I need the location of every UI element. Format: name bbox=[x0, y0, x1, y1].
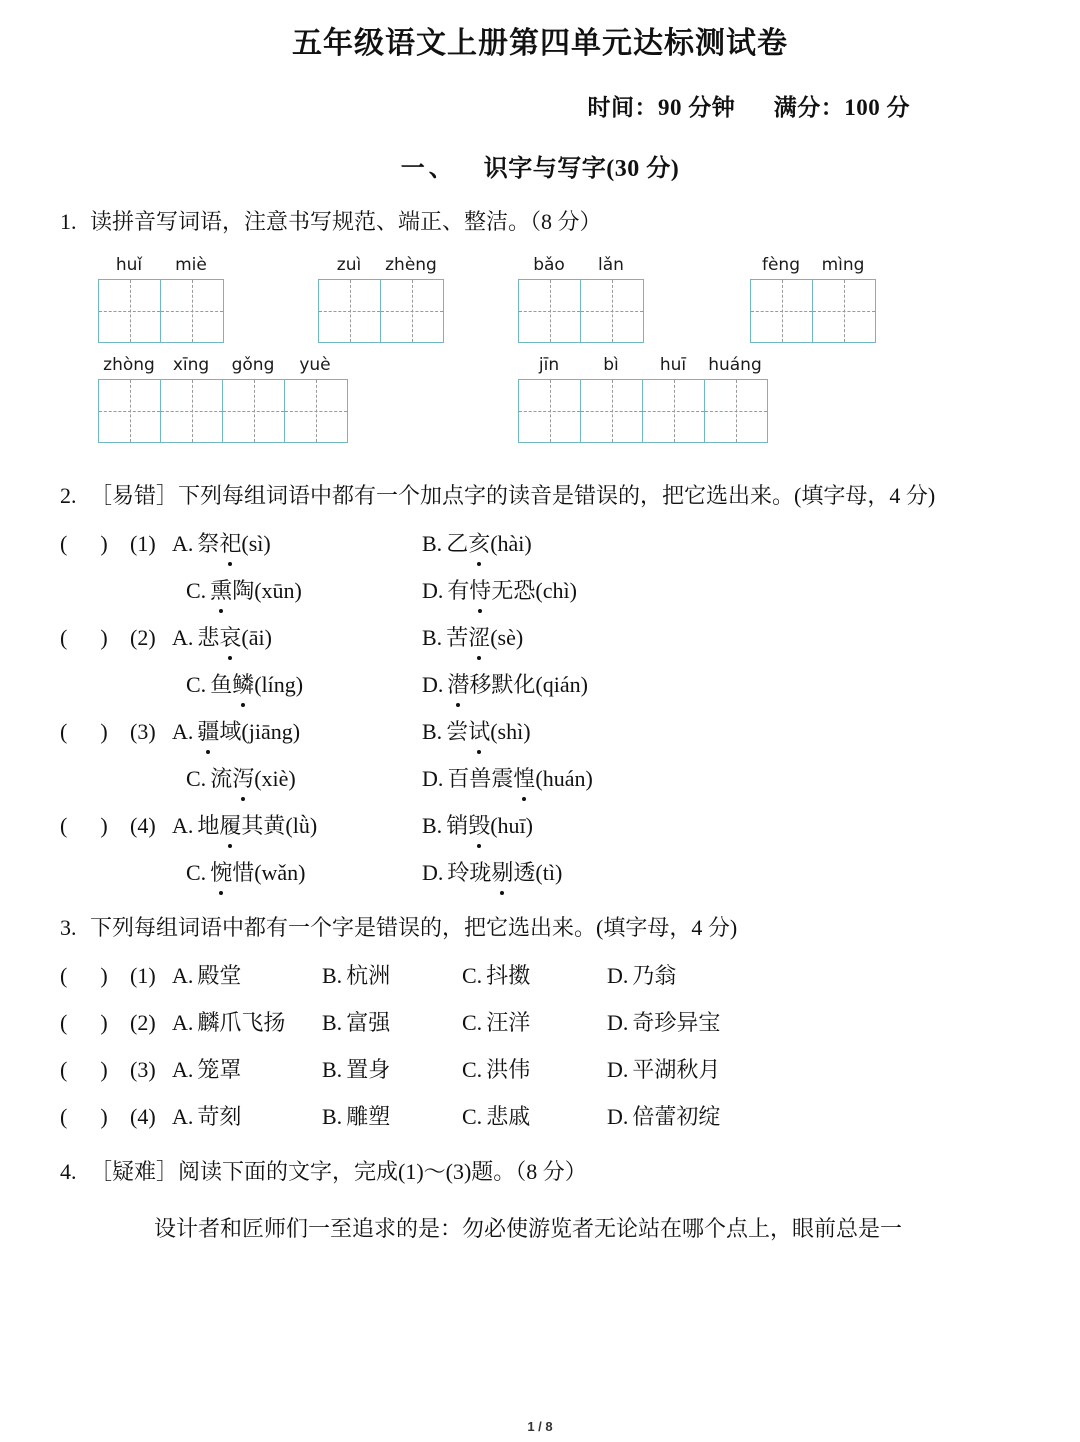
dotted-character: 试 bbox=[468, 715, 490, 748]
tianzige-grid[interactable] bbox=[98, 279, 224, 343]
pinyin-syllable: zuì bbox=[336, 255, 362, 276]
question-2-head bbox=[60, 479, 1020, 513]
option-letter: C. bbox=[186, 860, 207, 886]
tianzige-grid[interactable] bbox=[518, 279, 644, 343]
tianzige-cell[interactable] bbox=[223, 380, 285, 442]
pinyin-syllable: huī bbox=[659, 355, 687, 376]
pinyin-syllable: xīng bbox=[172, 355, 210, 376]
option-word: 倍蕾初绽 bbox=[632, 1104, 721, 1130]
option-text-post: (líng) bbox=[254, 672, 304, 698]
tianzige-cell[interactable] bbox=[161, 380, 223, 442]
option-letter: D. bbox=[607, 963, 629, 989]
tianzige-grid[interactable] bbox=[318, 279, 444, 343]
option-a[interactable] bbox=[172, 959, 322, 992]
option-d[interactable] bbox=[422, 574, 577, 607]
option-word: 汪洋 bbox=[486, 1010, 531, 1036]
option-word: 奇珍异宝 bbox=[632, 1010, 721, 1036]
option-letter: C. bbox=[462, 1057, 483, 1083]
option-word: 置身 bbox=[346, 1057, 391, 1083]
pinyin-grid-row-2 bbox=[90, 357, 1020, 457]
option-text-post: (hài) bbox=[490, 531, 532, 557]
dotted-character: 亥 bbox=[468, 527, 490, 560]
item-index: (2) bbox=[130, 625, 156, 651]
option-a[interactable] bbox=[172, 809, 422, 842]
option-word: 雕塑 bbox=[346, 1104, 391, 1130]
option-d[interactable] bbox=[607, 1006, 720, 1039]
question-1 bbox=[60, 205, 1020, 457]
option-b[interactable] bbox=[422, 527, 532, 560]
option-letter: C. bbox=[186, 578, 207, 604]
option-word: 乃翁 bbox=[632, 963, 677, 989]
option-letter: A. bbox=[172, 1010, 194, 1036]
option-text-post: (huī) bbox=[490, 813, 533, 839]
option-text-pre: 鱼 bbox=[210, 672, 233, 698]
question-3-items bbox=[60, 959, 1020, 1133]
option-letter: D. bbox=[607, 1010, 629, 1036]
pinyin-syllable: jīn bbox=[538, 355, 560, 376]
page-title: 五年级语文上册第四单元达标测试卷 bbox=[292, 27, 788, 60]
question-2 bbox=[60, 479, 1020, 889]
option-c[interactable] bbox=[462, 959, 607, 992]
option-c[interactable] bbox=[462, 1006, 607, 1039]
question-4-passage: 设计者和匠师们一至追求的是：勿必使游览者无论站在哪个点上，眼前总是一 bbox=[154, 1216, 903, 1242]
tianzige-grid[interactable] bbox=[518, 379, 768, 443]
option-letter: B. bbox=[322, 963, 343, 989]
option-d[interactable] bbox=[607, 959, 676, 992]
mc-line bbox=[60, 959, 1020, 992]
option-word: 殿堂 bbox=[197, 963, 242, 989]
tianzige-cell[interactable] bbox=[285, 380, 347, 442]
pinyin-syllable: fèng bbox=[761, 255, 800, 276]
section-number: 一、 bbox=[400, 156, 457, 182]
option-word: 杭洲 bbox=[346, 963, 391, 989]
pinyin-word-block bbox=[518, 257, 644, 343]
mc-line bbox=[60, 715, 1020, 748]
pinyin-grid-row-1 bbox=[90, 257, 1020, 357]
option-letter: B. bbox=[322, 1010, 343, 1036]
question-2-text: ［易错］下列每组词语中都有一个加点字的读音是错误的，把它选出来。(填字母，4 分) bbox=[90, 483, 936, 509]
option-text-pre: 百兽震 bbox=[447, 766, 514, 792]
option-a[interactable] bbox=[172, 715, 422, 748]
pinyin-label-row bbox=[98, 357, 348, 376]
pinyin-word-block bbox=[98, 357, 348, 443]
option-a[interactable] bbox=[172, 1006, 322, 1039]
answer-blank[interactable]: ( ) bbox=[60, 1104, 108, 1130]
tianzige-cell[interactable] bbox=[99, 380, 161, 442]
mc-line bbox=[60, 668, 1020, 701]
option-word: 抖擞 bbox=[486, 963, 531, 989]
option-text-pre: 销 bbox=[446, 813, 469, 839]
option-text-post: 域(jiāng) bbox=[219, 719, 301, 745]
question-4-text: ［疑难］阅读下面的文字，完成(1)～(3)题。（8 分） bbox=[90, 1159, 587, 1185]
mc-line bbox=[60, 1006, 1020, 1039]
option-b[interactable] bbox=[422, 809, 533, 842]
option-text-pre: 地 bbox=[197, 813, 220, 839]
section-heading bbox=[60, 148, 1020, 183]
option-text-post: 移默化(qián) bbox=[469, 672, 588, 698]
option-d[interactable] bbox=[607, 1053, 720, 1086]
question-3-number: 3. bbox=[60, 915, 77, 941]
question-3 bbox=[60, 911, 1020, 1133]
question-1-head bbox=[60, 205, 1020, 239]
dotted-character: 潜 bbox=[447, 668, 469, 701]
option-d[interactable] bbox=[422, 762, 593, 795]
option-text-pre: 玲珑 bbox=[447, 860, 492, 886]
dotted-character: 疆 bbox=[197, 715, 219, 748]
question-4-head bbox=[60, 1155, 1020, 1189]
question-4 bbox=[60, 1155, 1020, 1189]
option-text-pre: 悲 bbox=[197, 625, 220, 651]
option-text-post: (shì) bbox=[490, 719, 531, 745]
pinyin-word-block bbox=[98, 257, 224, 343]
option-word: 洪伟 bbox=[486, 1057, 531, 1083]
pinyin-syllable: huáng bbox=[708, 355, 762, 376]
question-1-grids bbox=[90, 257, 1020, 457]
mc-line bbox=[60, 1100, 1020, 1133]
option-c[interactable] bbox=[172, 856, 422, 889]
option-letter: D. bbox=[422, 766, 444, 792]
option-text-post: (sè) bbox=[490, 625, 524, 651]
option-text-post: 无恐(chì) bbox=[491, 578, 577, 604]
pinyin-syllable: mìng bbox=[821, 255, 865, 276]
option-letter: B. bbox=[322, 1057, 343, 1083]
page-footer: 1 / 8 bbox=[527, 1419, 553, 1434]
tianzige-cell[interactable] bbox=[319, 280, 381, 342]
option-word: 平湖秋月 bbox=[632, 1057, 721, 1083]
pinyin-label-row bbox=[318, 257, 444, 276]
option-letter: B. bbox=[322, 1104, 343, 1130]
dotted-character: 惋 bbox=[210, 856, 232, 889]
option-letter: D. bbox=[607, 1057, 629, 1083]
answer-blank[interactable]: ( ) bbox=[60, 531, 108, 557]
pinyin-word-block bbox=[318, 257, 444, 343]
option-letter: A. bbox=[172, 531, 194, 557]
option-text-pre: 祭 bbox=[197, 531, 220, 557]
dotted-character: 鳞 bbox=[232, 668, 254, 701]
option-b[interactable] bbox=[422, 621, 523, 654]
option-c[interactable] bbox=[462, 1100, 607, 1133]
option-letter: A. bbox=[172, 1104, 194, 1130]
question-3-head bbox=[60, 911, 1020, 945]
dotted-character: 哀 bbox=[219, 621, 241, 654]
option-text-post: (xiè) bbox=[254, 766, 296, 792]
dotted-character: 熏 bbox=[210, 574, 232, 607]
option-letter: C. bbox=[186, 672, 207, 698]
exam-full-score: 满分：100 分 bbox=[773, 95, 910, 120]
option-c[interactable] bbox=[172, 762, 422, 795]
option-text-post: 透(tì) bbox=[513, 860, 563, 886]
question-3-text: 下列每组词语中都有一个字是错误的，把它选出来。(填字母，4 分) bbox=[90, 915, 738, 941]
tianzige-grid[interactable] bbox=[98, 379, 348, 443]
option-word: 富强 bbox=[346, 1010, 391, 1036]
pinyin-syllable: huǐ bbox=[115, 255, 143, 276]
option-letter: C. bbox=[462, 1010, 483, 1036]
option-text-post: 陶(xūn) bbox=[232, 578, 302, 604]
option-letter: B. bbox=[422, 813, 443, 839]
mc-line bbox=[60, 527, 1020, 560]
pinyin-label-row bbox=[98, 257, 224, 276]
pinyin-label-row bbox=[518, 357, 768, 376]
dotted-character: 祀 bbox=[219, 527, 241, 560]
item-index: (4) bbox=[130, 813, 156, 839]
answer-blank[interactable]: ( ) bbox=[60, 813, 108, 839]
question-2-number: 2. bbox=[60, 483, 77, 509]
option-letter: A. bbox=[172, 813, 194, 839]
dotted-character: 泻 bbox=[232, 762, 254, 795]
pinyin-syllable: bì bbox=[603, 355, 619, 376]
tianzige-cell[interactable] bbox=[519, 280, 581, 342]
option-text-pre: 尝 bbox=[446, 719, 469, 745]
mc-line bbox=[60, 621, 1020, 654]
pinyin-syllable: bǎo bbox=[533, 255, 565, 276]
pinyin-syllable: yuè bbox=[299, 355, 331, 376]
option-word: 苛刻 bbox=[197, 1104, 242, 1130]
option-b[interactable] bbox=[322, 1006, 462, 1039]
option-letter: B. bbox=[422, 531, 443, 557]
pinyin-syllable: lǎn bbox=[598, 255, 624, 276]
dotted-character: 剔 bbox=[491, 856, 513, 889]
pinyin-word-block bbox=[750, 257, 876, 343]
option-text-post: 其黄(lǜ) bbox=[241, 813, 318, 839]
dotted-character: 毁 bbox=[468, 809, 490, 842]
pinyin-syllable: zhèng bbox=[385, 255, 437, 276]
item-index: (3) bbox=[130, 719, 156, 745]
option-c[interactable] bbox=[172, 574, 422, 607]
option-b[interactable] bbox=[422, 715, 531, 748]
section-name: 识字与写字(30 分) bbox=[483, 156, 680, 182]
pinyin-syllable: zhòng bbox=[103, 355, 155, 376]
item-index: (2) bbox=[130, 1010, 156, 1036]
pinyin-label-row bbox=[750, 257, 876, 276]
exam-meta bbox=[60, 89, 1020, 122]
question-2-items bbox=[60, 527, 1020, 889]
pinyin-syllable: miè bbox=[175, 255, 207, 276]
pinyin-syllable: gǒng bbox=[231, 355, 275, 376]
answer-blank[interactable]: ( ) bbox=[60, 625, 108, 651]
option-letter: A. bbox=[172, 625, 194, 651]
item-index: (3) bbox=[130, 1057, 156, 1083]
mc-line bbox=[60, 856, 1020, 889]
option-letter: C. bbox=[186, 766, 207, 792]
tianzige-cell[interactable] bbox=[381, 280, 443, 342]
option-letter: D. bbox=[607, 1104, 629, 1130]
tianzige-cell[interactable] bbox=[161, 280, 223, 342]
option-b[interactable] bbox=[322, 959, 462, 992]
option-d[interactable] bbox=[422, 668, 588, 701]
dotted-character: 惶 bbox=[513, 762, 535, 795]
option-letter: C. bbox=[462, 963, 483, 989]
option-text-pre: 流 bbox=[210, 766, 233, 792]
option-letter: B. bbox=[422, 719, 443, 745]
dotted-character: 履 bbox=[219, 809, 241, 842]
answer-blank[interactable]: ( ) bbox=[60, 963, 108, 989]
pinyin-word-block bbox=[518, 357, 768, 443]
question-1-text: 读拼音写词语，注意书写规范、端正、整洁。（8 分） bbox=[90, 209, 602, 234]
option-a[interactable] bbox=[172, 1053, 322, 1086]
option-word: 麟爪飞扬 bbox=[197, 1010, 286, 1036]
tianzige-cell[interactable] bbox=[99, 280, 161, 342]
option-a[interactable] bbox=[172, 527, 422, 560]
tianzige-cell[interactable] bbox=[643, 380, 705, 442]
option-a[interactable] bbox=[172, 621, 422, 654]
dotted-character: 涩 bbox=[468, 621, 490, 654]
answer-blank[interactable]: ( ) bbox=[60, 719, 108, 745]
option-text-post: (āi) bbox=[241, 625, 272, 651]
exam-time: 时间：90 分钟 bbox=[587, 95, 736, 120]
option-letter: D. bbox=[422, 860, 444, 886]
option-text-pre: 苦 bbox=[446, 625, 469, 651]
option-letter: A. bbox=[172, 1057, 194, 1083]
mc-line bbox=[60, 1053, 1020, 1086]
question-1-number: 1. bbox=[60, 209, 77, 234]
item-index: (4) bbox=[130, 1104, 156, 1130]
tianzige-cell[interactable] bbox=[519, 380, 581, 442]
item-index: (1) bbox=[130, 531, 156, 557]
option-text-post: (huán) bbox=[535, 766, 593, 792]
tianzige-cell[interactable] bbox=[705, 380, 767, 442]
dotted-character: 恃 bbox=[469, 574, 491, 607]
pinyin-label-row bbox=[518, 257, 644, 276]
option-letter: D. bbox=[422, 672, 444, 698]
option-d[interactable] bbox=[607, 1100, 720, 1133]
item-index: (1) bbox=[130, 963, 156, 989]
option-c[interactable] bbox=[172, 668, 422, 701]
mc-line bbox=[60, 762, 1020, 795]
mc-line bbox=[60, 574, 1020, 607]
option-text-post: (sì) bbox=[241, 531, 271, 557]
option-a[interactable] bbox=[172, 1100, 322, 1133]
option-text-pre: 有 bbox=[447, 578, 470, 604]
answer-blank[interactable]: ( ) bbox=[60, 1010, 108, 1036]
tianzige-grid[interactable] bbox=[750, 279, 876, 343]
option-word: 悲戚 bbox=[486, 1104, 531, 1130]
tianzige-cell[interactable] bbox=[813, 280, 875, 342]
tianzige-cell[interactable] bbox=[751, 280, 813, 342]
option-b[interactable] bbox=[322, 1100, 462, 1133]
tianzige-cell[interactable] bbox=[581, 380, 643, 442]
option-b[interactable] bbox=[322, 1053, 462, 1086]
option-word: 笼罩 bbox=[197, 1057, 242, 1083]
option-letter: A. bbox=[172, 963, 194, 989]
tianzige-cell[interactable] bbox=[581, 280, 643, 342]
option-letter: C. bbox=[462, 1104, 483, 1130]
option-c[interactable] bbox=[462, 1053, 607, 1086]
option-letter: A. bbox=[172, 719, 194, 745]
question-4-number: 4. bbox=[60, 1159, 77, 1185]
option-letter: D. bbox=[422, 578, 444, 604]
option-letter: B. bbox=[422, 625, 443, 651]
mc-line bbox=[60, 809, 1020, 842]
option-text-post: 惜(wǎn) bbox=[232, 860, 306, 886]
option-d[interactable] bbox=[422, 856, 562, 889]
answer-blank[interactable]: ( ) bbox=[60, 1057, 108, 1083]
option-text-pre: 乙 bbox=[446, 531, 469, 557]
